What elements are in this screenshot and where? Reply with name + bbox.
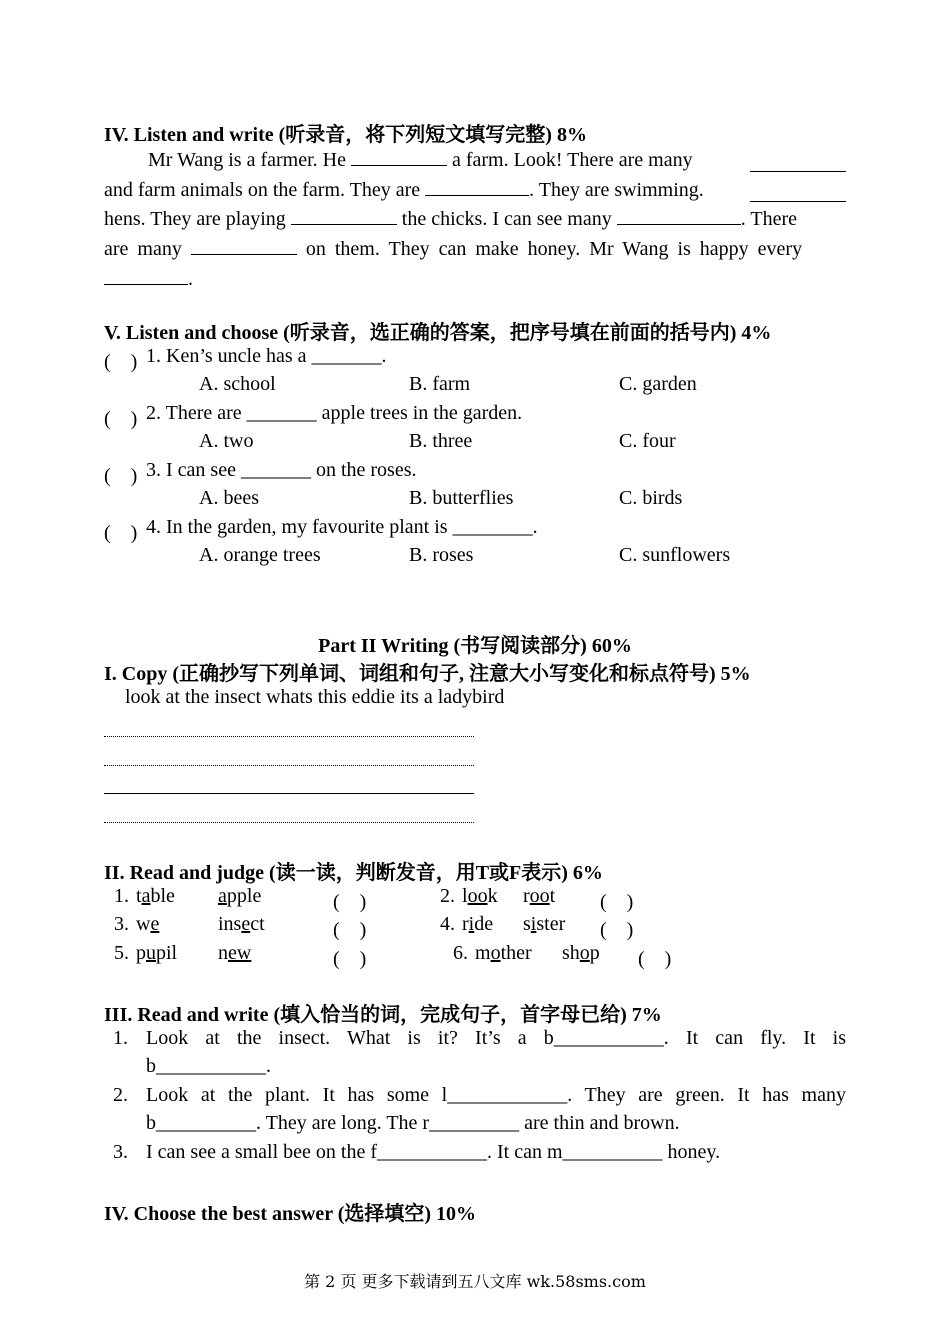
- part-ii-title: Part II Writing (书写阅读部分) 60%: [318, 635, 632, 657]
- option-3c: C. birds: [619, 487, 683, 509]
- judge-answer-1[interactable]: ( ): [333, 891, 367, 913]
- option-1a: A. school: [199, 373, 276, 395]
- judge-word-1a: table: [136, 885, 175, 907]
- option-4c: C. sunflowers: [619, 544, 731, 566]
- judge-word-4a: ride: [462, 913, 494, 935]
- copy-sentence: look at the insect whats this eddie its a ladybird: [125, 686, 505, 708]
- section-ii-judge-title: II. Read and judge (读一读，判断发音，用T或F表示) 6%: [104, 862, 603, 884]
- section-iv-choose-title: IV. Choose the best answer (选择填空) 10%: [104, 1203, 477, 1225]
- question-stem-4: 4. In the garden, my favourite plant is ________.: [146, 516, 538, 538]
- page-footer: 第 2 页 更多下载请到五八文库 wk.58sms.com: [304, 1272, 646, 1291]
- section-iii-write-title: III. Read and write (填入恰当的词，完成句子，首字母已给) 7%: [104, 1004, 662, 1026]
- write-sentence-1[interactable]: Look at the insect. What is it? It’s a b___________. It can fly. It is: [146, 1027, 846, 1049]
- judge-word-2a: look: [462, 885, 498, 907]
- option-4a: A. orange trees: [199, 544, 321, 566]
- option-3a: A. bees: [199, 487, 259, 509]
- copy-guideline-2[interactable]: [104, 765, 474, 766]
- choice-paren-3[interactable]: ( ): [104, 465, 138, 487]
- judge-answer-3[interactable]: ( ): [333, 919, 367, 941]
- option-3b: B. butterflies: [409, 487, 514, 509]
- judge-num-6: 6.: [453, 942, 468, 964]
- passage-blank-1[interactable]: [351, 145, 447, 166]
- judge-answer-5[interactable]: ( ): [333, 948, 367, 970]
- passage-blank-7[interactable]: [191, 234, 297, 255]
- choice-paren-2[interactable]: ( ): [104, 408, 138, 430]
- judge-word-3b: insect: [218, 913, 265, 935]
- option-1b: B. farm: [409, 373, 471, 395]
- judge-num-1: 1.: [114, 885, 129, 907]
- passage-blank-4[interactable]: [750, 181, 846, 202]
- passage-blank-2[interactable]: [750, 151, 846, 172]
- passage-blank-5[interactable]: [291, 204, 397, 225]
- judge-word-5a: pupil: [136, 942, 178, 964]
- copy-guideline-3[interactable]: [104, 822, 474, 823]
- write-num-2: 2.: [113, 1084, 128, 1106]
- section-iv-listen-title: IV. Listen and write (听录音，将下列短文填写完整) 8%: [104, 124, 587, 146]
- section-i-copy-title: I. Copy (正确抄写下列单词、词组和句子, 注意大小写变化和标点符号) 5%: [104, 663, 751, 685]
- judge-num-4: 4.: [440, 913, 455, 935]
- copy-guideline-1[interactable]: [104, 736, 474, 737]
- judge-word-1b: apple: [218, 885, 262, 907]
- judge-word-3a: we: [136, 913, 160, 935]
- passage-blank-3[interactable]: [425, 175, 529, 196]
- passage-blank-6[interactable]: [617, 204, 741, 225]
- choice-paren-1[interactable]: ( ): [104, 351, 138, 373]
- option-4b: B. roses: [409, 544, 474, 566]
- judge-word-5b: new: [218, 942, 252, 964]
- judge-answer-6[interactable]: ( ): [638, 948, 672, 970]
- judge-num-5: 5.: [114, 942, 129, 964]
- choice-paren-4[interactable]: ( ): [104, 522, 138, 544]
- write-num-1: 1.: [113, 1027, 128, 1049]
- listen-write-passage: Mr Wang is a farmer. He a farm. Look! There are many and farm animals on the farm. They are . They are swimming. hens. They are playing the chicks. I can see many . There are many on them. They can make honey. Mr Wang is happy every .: [104, 145, 846, 294]
- write-sentence-2[interactable]: Look at the plant. It has some l____________. They are green. It has many: [146, 1084, 846, 1106]
- option-1c: C. garden: [619, 373, 697, 395]
- copy-baseline[interactable]: [104, 793, 474, 794]
- question-stem-3: 3. I can see _______ on the roses.: [146, 459, 417, 481]
- write-num-3: 3.: [113, 1141, 128, 1163]
- judge-num-2: 2.: [440, 885, 455, 907]
- judge-word-6a: mother: [475, 942, 532, 964]
- judge-word-4b: sister: [523, 913, 566, 935]
- question-stem-1: 1. Ken’s uncle has a _______.: [146, 345, 387, 367]
- judge-word-6b: shop: [562, 942, 600, 964]
- judge-num-3: 3.: [114, 913, 129, 935]
- section-v-listen-title: V. Listen and choose (听录音，选正确的答案，把序号填在前面的括号内) 4%: [104, 322, 772, 344]
- judge-word-2b: root: [523, 885, 556, 907]
- option-2c: C. four: [619, 430, 676, 452]
- passage-blank-8[interactable]: [104, 264, 188, 285]
- write-sentence-3[interactable]: I can see a small bee on the f___________. It can m__________ honey.: [146, 1141, 721, 1163]
- judge-answer-2[interactable]: ( ): [600, 891, 634, 913]
- question-stem-2: 2. There are _______ apple trees in the garden.: [146, 402, 523, 424]
- write-sentence-1-cont[interactable]: b___________.: [146, 1055, 271, 1077]
- write-sentence-2-cont[interactable]: b__________. They are long. The r_________ are thin and brown.: [146, 1112, 680, 1134]
- option-2b: B. three: [409, 430, 473, 452]
- judge-answer-4[interactable]: ( ): [600, 919, 634, 941]
- option-2a: A. two: [199, 430, 254, 452]
